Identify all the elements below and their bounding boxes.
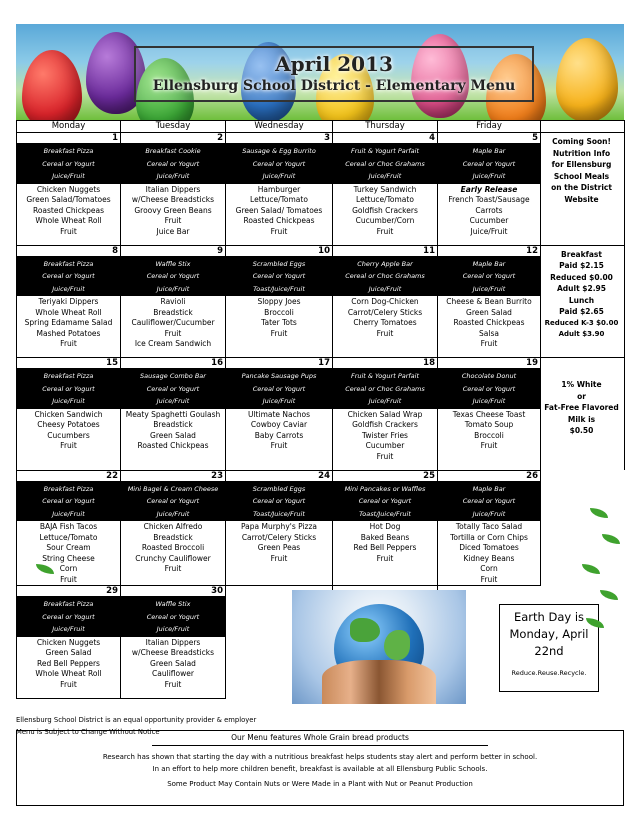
breakfast-item: Cherry Apple Bar (357, 259, 413, 268)
lunch-item: Totally Taco Salad (455, 522, 523, 531)
breakfast-item: Cereal or Yogurt (462, 159, 516, 168)
lunch-cell (226, 183, 333, 245)
lunch-item: Ice Cream Sandwich (134, 339, 212, 348)
lunch-item: Chicken Sandwich (34, 409, 103, 419)
lunch-item: Fruit (60, 339, 77, 348)
earth-day-heading: Earth Day is Monday, April 22nd (509, 610, 589, 658)
lunch-item: Roasted Chickpeas (32, 205, 105, 215)
day-header-blank (541, 121, 625, 133)
lunch-item: Fruit (376, 226, 394, 236)
page-subtitle: Ellensburg School District - Elementary Menu (152, 78, 516, 94)
info-line: on the District (551, 183, 612, 192)
lunch-item: Meaty Spaghetti Goulash (125, 409, 221, 419)
lunch-item: Turkey Sandwich (353, 184, 417, 194)
breakfast-item: Cereal or Yogurt (462, 272, 516, 280)
breakfast-item: Cereal or Yogurt (462, 384, 516, 393)
breakfast-cell (226, 481, 333, 521)
breakfast-item: Cereal or Yogurt (462, 497, 516, 505)
lunch-item: Juice/Fruit (470, 226, 508, 236)
lunch-item: Whole Wheat Roll (35, 216, 102, 225)
lunch-cell (121, 408, 226, 470)
date-number: 26 (438, 470, 541, 481)
date-number: 9 (121, 245, 226, 256)
breakfast-cell (121, 597, 226, 637)
hands (322, 660, 436, 704)
lunch-cell (438, 408, 541, 470)
date-number: 30 (121, 586, 226, 597)
breakfast-cell (438, 369, 541, 409)
lunch-item: Roasted Chickpeas (243, 216, 315, 225)
date-row (17, 133, 625, 144)
breakfast-item: Cereal or Yogurt (42, 612, 95, 621)
breakfast-item: Scrambled Eggs (252, 259, 306, 268)
lunch-item: Red Bell Peppers (37, 658, 100, 668)
lunch-cell (333, 408, 438, 470)
lunch-item: Fruit (376, 553, 394, 563)
lunch-item: Kidney Beans (463, 553, 515, 563)
breakfast-item: Scrambled Eggs (252, 484, 306, 493)
breakfast-cell (17, 144, 121, 184)
day-header: Wednesday (226, 121, 333, 133)
info-line: Breakfast (561, 249, 602, 259)
date-number: 19 (438, 358, 541, 369)
breakfast-item: Cereal or Yogurt (146, 612, 200, 621)
breakfast-item: Cereal or Yogurt (42, 272, 95, 280)
lunch-item: w/Cheese Breadsticks (131, 648, 215, 657)
day-header: Thursday (333, 121, 438, 133)
lunch-item: Ultimate Nachos (247, 409, 311, 419)
empty-cell (541, 470, 625, 586)
lunch-item: Lettuce/Tomato (356, 195, 414, 204)
lunch-item: Tater Tots (261, 318, 297, 327)
earth-day-slogan: Reduce.Reuse.Recycle. (511, 669, 587, 677)
info-line: Reduced $0.00 (550, 272, 613, 282)
breakfast-item: Juice/Fruit (472, 172, 506, 180)
date-number: 24 (226, 470, 333, 481)
lunch-item: Red Bell Peppers (353, 543, 417, 552)
lunch-item: Cucumbers (47, 430, 90, 440)
lunch-item: Papa Murphy's Pizza (240, 522, 318, 531)
lunch-cell (17, 521, 121, 586)
lunch-item: Fruit (60, 441, 77, 450)
breakfast-cell (121, 369, 226, 409)
breakfast-item: Juice/Fruit (52, 625, 85, 633)
date-number: 11 (333, 245, 438, 256)
lunch-cell (121, 636, 226, 698)
lunch-item: French Toast/Sausage (448, 195, 530, 204)
lunch-item: Ravioli (160, 297, 186, 306)
lunch-item: BAJA Fish Tacos (39, 522, 98, 531)
lunch-row (17, 296, 625, 358)
lunch-item: Broccoli (264, 307, 294, 317)
breakfast-item: Cereal or Yogurt (252, 272, 306, 280)
lunch-cell (17, 183, 121, 245)
equal-opportunity-note: Ellensburg School District is an equal opportunity provider & employer (16, 716, 257, 724)
breakfast-item: Juice/Fruit (368, 172, 402, 180)
info-line: Coming Soon! (552, 137, 611, 146)
lunch-item: Sour Cream (46, 543, 91, 552)
lunch-item: Breadstick (153, 420, 193, 429)
breakfast-item: Cereal or Yogurt (146, 497, 200, 505)
breakfast-item: Juice/Fruit (262, 172, 296, 180)
lunch-cell (121, 296, 226, 358)
breakfast-item: Cereal or Yogurt (42, 384, 95, 393)
day-header: Tuesday (121, 121, 226, 133)
lunch-item: Texas Cheese Toast (452, 409, 526, 419)
lunch-item: Roasted Broccoli (141, 543, 205, 552)
lunch-item: Baby Carrots (254, 430, 304, 440)
red-egg (22, 50, 82, 120)
breakfast-item: Fruit & Yogurt Parfait (350, 147, 420, 155)
menu-page (16, 24, 624, 788)
date-number: 4 (333, 133, 438, 144)
breakfast-item: Pancake Sausage Pups (241, 372, 317, 380)
breakfast-item: Sausage & Egg Burrito (242, 147, 316, 155)
breakfast-item: Cereal or Choc Grahams (345, 159, 425, 168)
lunch-cell (17, 408, 121, 470)
date-number: 12 (438, 245, 541, 256)
breakfast-cell (438, 144, 541, 184)
page-title: April 2013 (275, 52, 393, 76)
lunch-cell (121, 183, 226, 245)
info-line: Paid $2.65 (559, 307, 604, 316)
breakfast-cell (333, 369, 438, 409)
lunch-item: Lettuce/Tomato (39, 532, 98, 542)
lunch-item: Corn (480, 564, 498, 573)
lunch-item: Salsa (479, 328, 499, 338)
whole-grain-heading: Our Menu features Whole Grain bread products (152, 731, 488, 746)
teal-egg (556, 38, 618, 120)
breakfast-item: Juice/Fruit (156, 172, 190, 180)
day-header: Friday (438, 121, 541, 133)
menu-change-note: Menu is Subject to Change Without Notice (16, 728, 160, 736)
lunch-item: Carrot/Celery Sticks (241, 532, 317, 542)
lunch-cell (333, 183, 438, 245)
info-line: Adult $2.95 (556, 284, 606, 293)
lunch-cell (226, 408, 333, 470)
lunch-row (17, 408, 625, 470)
lunch-item: Fruit (270, 328, 288, 338)
lunch-item: Diced Tomatoes (459, 543, 519, 552)
lunch-item: Italian Dippers (145, 184, 201, 194)
breakfast-item: Juice/Fruit (156, 509, 190, 518)
breakfast-cell (226, 256, 333, 296)
breakfast-item: Juice/Fruit (472, 397, 506, 405)
lunch-item: Fruit (480, 339, 498, 348)
breakfast-item: Juice/Fruit (156, 284, 190, 293)
breakfast-cell (121, 481, 226, 521)
breakfast-item: Waffle Stix (155, 600, 191, 608)
breakfast-item: Cereal or Yogurt (252, 159, 306, 168)
lunch-item: Cheesy Potatoes (37, 420, 100, 429)
lunch-row (17, 183, 625, 245)
lunch-item: Early Release (460, 184, 518, 194)
breakfast-item: Cereal or Choc Grahams (345, 272, 425, 280)
lunch-cell (226, 521, 333, 586)
breakfast-cell (121, 256, 226, 296)
lunch-item: Fruit (270, 226, 288, 236)
lunch-cell (17, 296, 121, 358)
breakfast-cell (17, 597, 121, 637)
lunch-item: Groovy Green Beans (134, 205, 212, 215)
lunch-item: Goldfish Crackers (352, 420, 418, 429)
lunch-item: Chicken Alfredo (143, 522, 203, 531)
info-side-cell (541, 133, 625, 246)
date-number: 15 (17, 358, 121, 369)
breakfast-item: Juice/Fruit (472, 284, 506, 293)
lunch-item: Cauliflower (152, 669, 194, 678)
lunch-item: Fruit (60, 226, 77, 236)
lunch-item: Cucumber/Corn (355, 216, 415, 225)
breakfast-item: Cereal or Yogurt (358, 497, 412, 505)
date-number: 22 (17, 470, 121, 481)
lunch-item: Chicken Salad Wrap (347, 409, 423, 419)
breakfast-item: Breakfast Pizza (43, 259, 94, 268)
breakfast-item: Toast/Juice/Fruit (253, 284, 305, 293)
info-line: 1% White (561, 380, 602, 389)
breakfast-row (17, 256, 625, 296)
lunch-item: Baked Beans (360, 532, 410, 542)
breakfast-item: Cereal or Yogurt (42, 159, 95, 168)
breakfast-item: Cereal or Choc Grahams (345, 384, 425, 393)
lunch-item: Roasted Chickpeas (137, 441, 209, 450)
lunch-item: Cowboy Caviar (250, 420, 308, 429)
lunch-item: Tomato Soup (464, 420, 514, 429)
lunch-cell (438, 296, 541, 358)
breakfast-cell (438, 481, 541, 521)
date-number: 29 (17, 586, 121, 597)
lunch-item: Fruit (60, 574, 77, 584)
breakfast-row (17, 369, 625, 409)
date-number: 17 (226, 358, 333, 369)
breakfast-cell (438, 256, 541, 296)
research-note: Research has shown that starting the day with a nutritious breakfast helps students stay alert and perform better in school. (102, 753, 538, 761)
lunch-item: Whole Wheat Roll (35, 307, 102, 317)
lunch-item: Cherry Tomatoes (353, 318, 417, 327)
info-line: Adult $3.90 (558, 330, 605, 338)
lunch-item: Fruit (270, 553, 288, 563)
breakfast-item: Chocolate Donut (461, 372, 517, 380)
breakfast-item: Maple Bar (472, 484, 506, 493)
continent (384, 630, 410, 660)
info-line: Lunch (568, 295, 595, 305)
breakfast-availability-note: In an effort to help more children benefit, breakfast is available at all Ellensburg Public Schools. (152, 765, 488, 773)
lunch-cell (438, 183, 541, 245)
lunch-cell (333, 296, 438, 358)
date-number: 8 (17, 245, 121, 256)
lunch-item: Carrot/Celery Sticks (347, 307, 423, 317)
lunch-item: Hamburger (257, 184, 301, 194)
date-number: 23 (121, 470, 226, 481)
breakfast-item: Breakfast Pizza (43, 484, 94, 493)
lunch-item: Green Peas (257, 543, 301, 552)
breakfast-item: Juice/Fruit (52, 509, 85, 518)
breakfast-item: Juice/Fruit (368, 284, 402, 293)
lunch-item: Tortilla or Corn Chips (450, 532, 528, 542)
breakfast-item: Toast/Juice/Fruit (359, 509, 411, 518)
breakfast-item: Cereal or Yogurt (252, 497, 306, 505)
allergen-note: Some Product May Contain Nuts or Were Made in a Plant with Nut or Peanut Production (167, 780, 473, 788)
lunch-item: Twister Fries (362, 430, 408, 440)
lunch-item: Breadstick (153, 532, 193, 542)
lunch-cell (17, 636, 121, 698)
date-number: 25 (333, 470, 438, 481)
lunch-item: Fruit (480, 441, 498, 450)
easter-egg-banner (16, 24, 624, 120)
lunch-item: Italian Dippers (145, 637, 201, 647)
breakfast-cell (226, 144, 333, 184)
lunch-item: Fruit (376, 328, 394, 338)
breakfast-item: Juice/Fruit (368, 397, 402, 405)
lunch-item: Green Salad/ Tomatoes (235, 205, 323, 215)
day-header: Monday (17, 121, 121, 133)
breakfast-item: Breakfast Cookie (145, 147, 201, 155)
title-box (134, 46, 534, 102)
lunch-item: Fruit (270, 441, 288, 450)
lunch-item: Cheese & Bean Burrito (446, 297, 532, 306)
lunch-item: Fruit (164, 564, 182, 573)
earth-image (292, 590, 466, 704)
breakfast-item: Juice/Fruit (52, 172, 85, 180)
lunch-item: Cucumber (365, 441, 405, 450)
date-number: 2 (121, 133, 226, 144)
breakfast-item: Breakfast Pizza (43, 600, 94, 608)
lunch-item: Fruit (164, 216, 182, 225)
lunch-item: Fruit (480, 574, 498, 584)
lunch-item: Crunchy Cauliflower (135, 553, 211, 563)
info-line: Website (564, 194, 599, 204)
lunch-cell (438, 521, 541, 586)
lunch-item: Mashed Potatoes (36, 328, 101, 338)
earth-day-box (499, 604, 599, 692)
breakfast-item: Juice/Fruit (262, 397, 296, 405)
breakfast-item: Sausage Combo Bar (140, 372, 206, 380)
info-side-cell (541, 358, 625, 471)
breakfast-cell (17, 256, 121, 296)
breakfast-item: Cereal or Yogurt (146, 384, 200, 393)
date-number: 1 (17, 133, 121, 144)
lunch-item: Corn (59, 564, 78, 573)
lunch-item: String Cheese (42, 553, 95, 563)
breakfast-item: Breakfast Pizza (43, 372, 94, 380)
breakfast-cell (226, 369, 333, 409)
date-row (17, 470, 625, 481)
lunch-item: Green Salad/Tomatoes (26, 195, 111, 204)
breakfast-item: Cereal or Yogurt (42, 497, 95, 505)
breakfast-item: Juice/Fruit (472, 509, 506, 518)
lunch-item: Whole Wheat Roll (35, 669, 102, 678)
breakfast-item: Breakfast Pizza (43, 147, 94, 155)
breakfast-item: Mini Bagel & Cream Cheese (127, 484, 219, 493)
lunch-item: Spring Edamame Salad (24, 318, 113, 327)
lunch-item: Juice Bar (156, 226, 190, 236)
lunch-item: Carrots (475, 205, 503, 215)
breakfast-item: Waffle Stix (155, 259, 191, 268)
info-line: Nutrition Info (552, 148, 611, 158)
lunch-cell (226, 296, 333, 358)
breakfast-item: Juice/Fruit (156, 625, 190, 633)
breakfast-cell (333, 144, 438, 184)
lunch-item: Breadstick (153, 307, 193, 317)
lunch-item: Green Salad (466, 307, 512, 317)
breakfast-item: Toast/Juice/Fruit (253, 509, 305, 518)
breakfast-cell (333, 481, 438, 521)
info-line: Paid $2.15 (559, 261, 604, 270)
breakfast-item: Maple Bar (472, 259, 506, 268)
breakfast-row (17, 144, 625, 184)
lunch-cell (333, 521, 438, 586)
info-line: for Ellensburg (551, 160, 612, 169)
lunch-item: Chicken Nuggets (36, 184, 101, 194)
date-row (17, 245, 625, 256)
lunch-item: Roasted Chickpeas (453, 318, 525, 327)
lunch-item: Green Salad (150, 430, 196, 440)
lunch-item: Goldfish Crackers (352, 205, 418, 215)
info-line: $0.50 (569, 426, 594, 435)
breakfast-item: Cereal or Yogurt (146, 272, 200, 280)
continent (350, 618, 380, 642)
breakfast-item: Mini Pancakes or Waffles (344, 484, 426, 493)
lunch-item: Cucumber (469, 216, 509, 225)
info-line: Milk is (567, 414, 596, 424)
breakfast-item: Cereal or Yogurt (146, 159, 200, 168)
info-line: School Meals (553, 171, 610, 181)
lunch-item: Corn Dog-Chicken (351, 297, 419, 306)
info-line: Fat-Free Flavored (544, 403, 619, 412)
lunch-item: Fruit (60, 679, 77, 689)
info-line: or (577, 391, 586, 401)
breakfast-item: Juice/Fruit (52, 397, 85, 405)
date-number: 18 (333, 358, 438, 369)
breakfast-item: Juice/Fruit (156, 397, 190, 405)
lunch-item: Fruit (164, 328, 182, 338)
lunch-item: Broccoli (474, 430, 504, 440)
breakfast-cell (333, 256, 438, 296)
breakfast-row (17, 481, 625, 521)
breakfast-cell (17, 369, 121, 409)
breakfast-cell (17, 481, 121, 521)
lunch-item: Fruit (164, 679, 182, 689)
breakfast-item: Juice/Fruit (52, 284, 85, 293)
footer-box (16, 730, 624, 806)
day-header-row (17, 121, 625, 133)
lunch-item: w/Cheese Breadsticks (131, 195, 215, 204)
breakfast-item: Cereal or Yogurt (252, 384, 306, 393)
lunch-item: Cauliflower/Cucumber (131, 318, 215, 327)
lunch-item: Chicken Nuggets (36, 637, 101, 647)
info-side-cell (541, 245, 625, 358)
lunch-row (17, 521, 625, 586)
lunch-item: Fruit (376, 451, 394, 461)
breakfast-cell (121, 144, 226, 184)
lunch-item: Green Salad (150, 658, 196, 668)
lunch-item: Green Salad (45, 648, 92, 657)
lunch-item: Lettuce/Tomato (250, 195, 308, 204)
breakfast-item: Fruit & Yogurt Parfait (350, 372, 420, 380)
date-number: 16 (121, 358, 226, 369)
lunch-item: Teriyaki Dippers (38, 297, 99, 306)
date-number: 10 (226, 245, 333, 256)
breakfast-item: Maple Bar (472, 147, 506, 155)
info-line: Reduced K-3 $0.00 (544, 318, 619, 327)
date-row (17, 358, 625, 369)
lunch-cell (121, 521, 226, 586)
date-number: 3 (226, 133, 333, 144)
date-number: 5 (438, 133, 541, 144)
lunch-item: Hot Dog (369, 522, 401, 531)
lunch-item: Sloppy Joes (257, 297, 301, 306)
